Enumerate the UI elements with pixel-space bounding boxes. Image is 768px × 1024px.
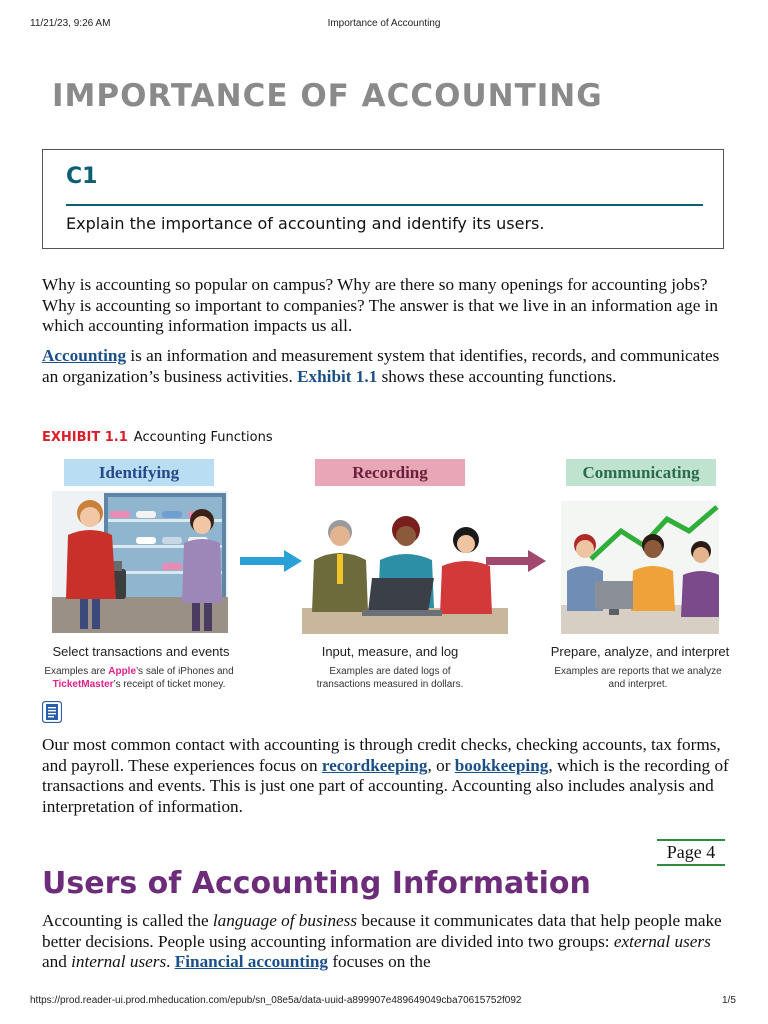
- bookkeeping-term-link[interactable]: bookkeeping: [454, 755, 549, 775]
- panel-title-communicating: Communicating: [566, 459, 716, 486]
- arrow-right-icon-2: [486, 550, 546, 572]
- exhibit-title: Accounting Functions: [133, 430, 273, 445]
- panel-title-identifying: Identifying: [64, 459, 214, 486]
- section-heading: Users of Accounting Information: [42, 866, 591, 901]
- panel-examples-communicating: Examples are reports that we analyze and interpret.: [554, 666, 722, 690]
- print-datetime: 11/21/23, 9:26 AM: [30, 18, 111, 29]
- panel-caption-communicating: Prepare, analyze, and interpret: [550, 644, 730, 659]
- bookkeeping-paragraph: Our most common contact with accounting is through credit checks, checking accounts, tax forms, and payroll. These experiences focus on recordkeeping, or bookkeeping, which is the recording of transactions and events. This is just one part of accounting. Accounting also includes analysis and interpretation of information.: [42, 735, 729, 816]
- recording-illustration: [302, 516, 508, 634]
- financial-accounting-term-link[interactable]: Financial accounting: [174, 952, 329, 971]
- objective-code: C1: [66, 164, 98, 189]
- panel-examples-identifying: Examples are Apple’s sale of iPhones and TicketMaster’s receipt of ticket money.: [44, 666, 234, 690]
- definition-text-end: shows these accounting functions.: [377, 366, 617, 386]
- recordkeeping-term-link[interactable]: recordkeeping: [321, 755, 428, 775]
- exhibit-number: EXHIBIT 1.1: [42, 430, 128, 445]
- exhibit-1-1-link[interactable]: Exhibit 1.1: [297, 366, 378, 386]
- learning-objective-box: [42, 149, 724, 249]
- objective-text: Explain the importance of accounting and identify its users.: [66, 214, 545, 233]
- exhibit-caption: [42, 430, 273, 445]
- print-url: https://prod.reader-ui.prod.mheducation.com/epub/sn_08e5a/data-uuid-a899907e489649049cba70615752f092: [30, 995, 522, 1006]
- communicating-illustration: [561, 501, 719, 634]
- arrow-right-icon: [240, 550, 302, 572]
- panel-examples-recording: Examples are dated logs of transactions measured in dollars.: [316, 666, 464, 690]
- users-paragraph: Accounting is called the language of business because it communicates data that help people make better decisions. People using accounting information are divided into two groups: external users and internal users. Financial accounting focuses on the: [42, 911, 722, 971]
- accounting-term-link[interactable]: Accounting: [42, 346, 127, 365]
- page-title: IMPORTANCE OF ACCOUNTING: [52, 78, 603, 114]
- accounting-definition-paragraph: [42, 346, 732, 387]
- panel-caption-recording: Input, measure, and log: [321, 644, 459, 659]
- print-page-counter: 1/5: [722, 995, 736, 1006]
- document-icon[interactable]: [42, 701, 62, 723]
- objective-divider: [66, 204, 703, 206]
- print-doc-title: Importance of Accounting: [327, 18, 441, 29]
- definition-text: is an information and measurement system that identifies, records, and communicates an organization’s business activities.: [42, 346, 720, 386]
- panel-caption-identifying: Select transactions and events: [52, 644, 230, 659]
- intro-paragraph: Why is accounting so popular on campus? Why are there so many openings for accounting jobs? Why is accounting so important to companies? The answer is that we live in an information age in which accounting information impacts us all.: [42, 275, 719, 335]
- page-marker: Page 4: [657, 839, 725, 866]
- identifying-illustration: [52, 491, 228, 633]
- panel-title-recording: Recording: [315, 459, 465, 486]
